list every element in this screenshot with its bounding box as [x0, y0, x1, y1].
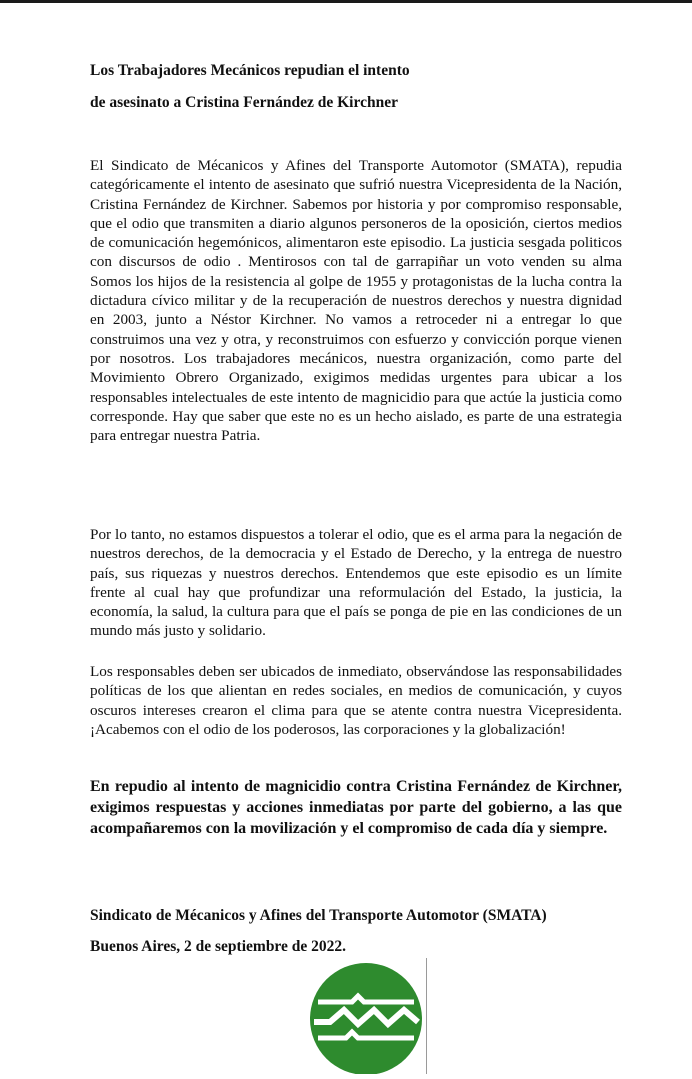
signature-line: Sindicato de Mécanicos y Afines del Transporte Automotor (SMATA) [90, 907, 547, 924]
closing-statement: En repudio al intento de magnicidio contra Cristina Fernández de Kirchner, exigimos respuestas y acciones inmediatas por parte del gobierno, a las que acompañaremos con la movilización y el compromiso de cada día y siempre. [90, 778, 622, 837]
logo-divider [426, 958, 427, 1074]
body-paragraph-1: El Sindicato de Mécanicos y Afines del Transporte Automotor (SMATA), repudia categóricamente el intento de asesinato que sufrió nuestra Vicepresidenta de la Nación, Cristina Fernández de Kirchner. Sabemos por historia y por compromiso responsable, que el odio que transmiten a diario algunos personeros de la oposición, ciertos medios de comunicación hegemónicos, alimentaron este episodio. La justicia sesgada politicos con discursos de odio . Mentirosos con tal de garrapiñar un voto venden su alma Somos los hijos de la resistencia al golpe de 1955 y protagonistas de la lucha contra la dictadura cívico militar y de la recuperación de nuestros derechos y nuestra dignidad en 2003, junto a Néstor Kirchner. No vamos a retroceder ni a entregar lo que construimos una vez y otra, y reconstruimos con esfuerzo y convicción porque vienen por nosotros. Los trabajadores mecánicos, nuestra organización, como parte del Movimiento Obrero Organizado, exigimos medidas urgentes para ubicar a los responsables intelectuales de este intento de magnicidio para que actúe la justicia como corresponde. Hay que saber que este no es un hecho aislado, es parte de una estrategia para entregar nuestra Patria. [90, 157, 622, 445]
body-paragraph-2: Por lo tanto, no estamos dispuestos a tolerar el odio, que es el arma para la negación de nuestros derechos, de la democracia y el Estado de Derecho, y la entrega de nuestro país, sus riquezas y nuestros derechos. Entendemos que este episodio es un límite frente al cual hay que profundizar una reformulación del Estado, la justicia, la economía, la salud, la cultura para que el país se ponga de pie en las condiciones de un mundo más justo y solidario. [90, 526, 622, 640]
smata-logo-icon [306, 960, 426, 1074]
document-title-line-2: de asesinato a Cristina Fernández de Kirchner [90, 94, 398, 111]
body-paragraph-3: Los responsables deben ser ubicados de inmediato, observándose las responsabilidades políticas de los que alientan en redes sociales, en medios de comunicación, y cuyos oscuros intereses crearon el clima para que se atente contra nuestra Vicepresidenta. ¡Acabemos con el odio de los poderosos, las corporaciones y la globalización! [90, 663, 622, 738]
document-title-line-1: Los Trabajadores Mecánicos repudian el intento [90, 62, 410, 79]
place-date-line: Buenos Aires, 2 de septiembre de 2022. [90, 938, 347, 955]
top-border-line [0, 0, 692, 3]
